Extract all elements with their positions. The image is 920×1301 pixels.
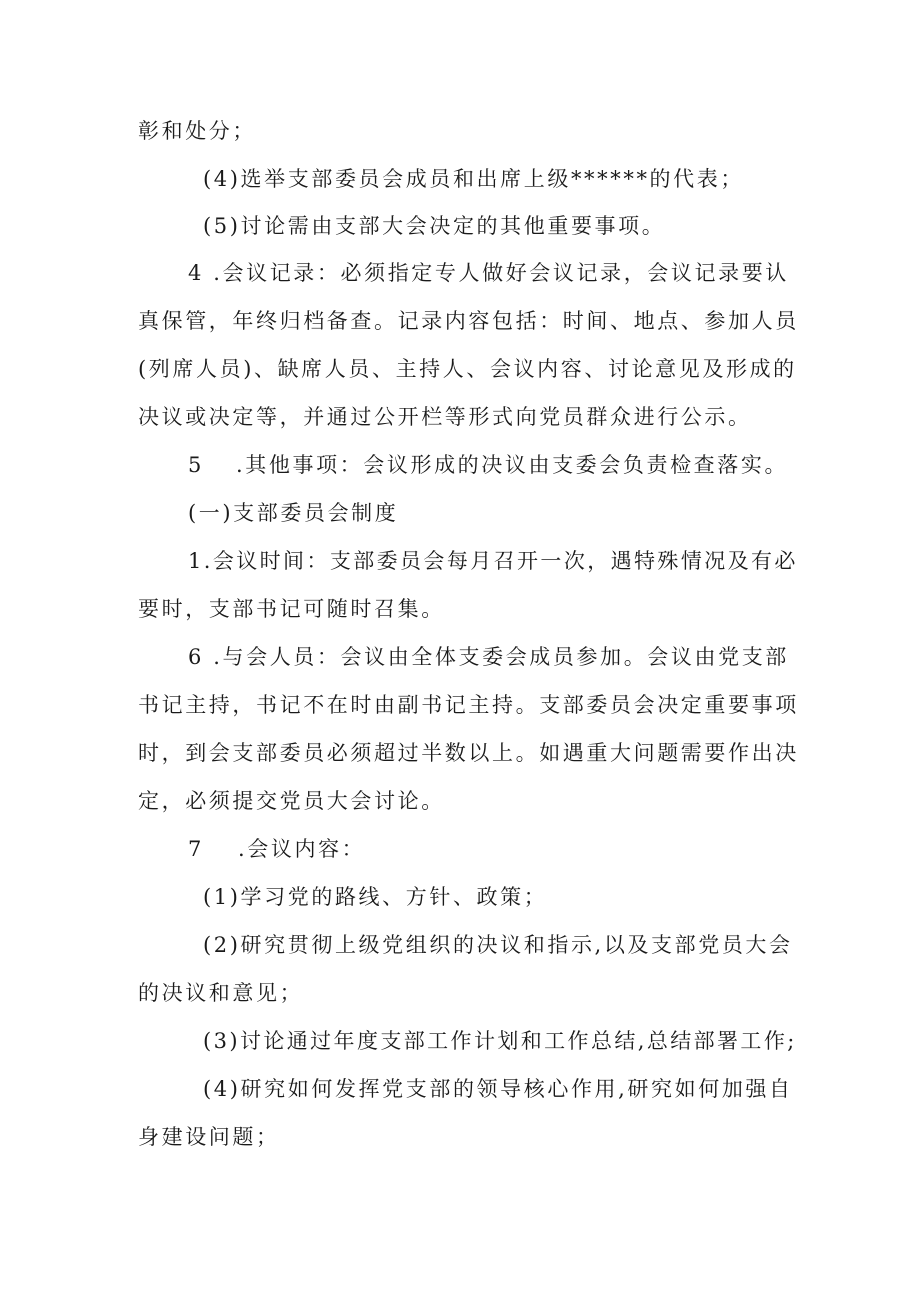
text-line: 的决议和意见； xyxy=(138,981,304,1005)
text-line: 要时，支部书记可随时召集。 xyxy=(138,597,445,621)
text-line: 身建设问题； xyxy=(138,1125,280,1149)
text-line: 定，必须提交党员大会讨论。 xyxy=(138,789,445,813)
text-line: 真保管，年终归档备查。记录内容包括：时间、地点、参加人员 xyxy=(138,309,799,333)
list-number: 7 xyxy=(188,837,204,861)
text-line: 4 .会议记录：必须指定专人做好会议记录，会议记录要认 xyxy=(188,261,789,285)
text-line: (4)选举支部委员会成员和出席上级******的代表； xyxy=(203,167,744,191)
text-line: .会议内容： xyxy=(238,837,366,861)
text-line: .其他事项：会议形成的决议由支委会负责检查落实。 xyxy=(236,453,789,477)
text-line: 1.会议时间：支部委员会每月召开一次，遇特殊情况及有必 xyxy=(188,549,798,573)
text-line: 决议或决定等，并通过公开栏等形式向党员群众进行公示。 xyxy=(138,405,752,429)
text-line: 彰和处分； xyxy=(138,119,256,143)
text-line: (4)研究如何发挥党支部的领导核心作用,研究如何加强自 xyxy=(203,1077,793,1101)
text-line: 时，到会支部委员必须超过半数以上。如遇重大问题需要作出决 xyxy=(138,741,799,765)
text-line: (2)研究贯彻上级党组织的决议和指示,以及支部党员大会 xyxy=(203,933,793,957)
text-line: 6 .与会人员：会议由全体支委会成员参加。会议由党支部 xyxy=(188,645,789,669)
text-line: (1)学习党的路线、方针、政策； xyxy=(203,885,548,909)
section-heading: (一)支部委员会制度 xyxy=(188,501,399,525)
text-line: (5)讨论需由支部大会决定的其他重要事项。 xyxy=(203,214,666,238)
text-line: (3)讨论通过年度支部工作计划和工作总结,总结部署工作; xyxy=(203,1029,797,1053)
text-line: (列席人员)、缺席人员、主持人、会议内容、讨论意见及形成的 xyxy=(138,357,797,381)
text-line: 书记主持，书记不在时由副书记主持。支部委员会决定重要事项 xyxy=(138,693,799,717)
list-number: 5 xyxy=(188,453,204,477)
